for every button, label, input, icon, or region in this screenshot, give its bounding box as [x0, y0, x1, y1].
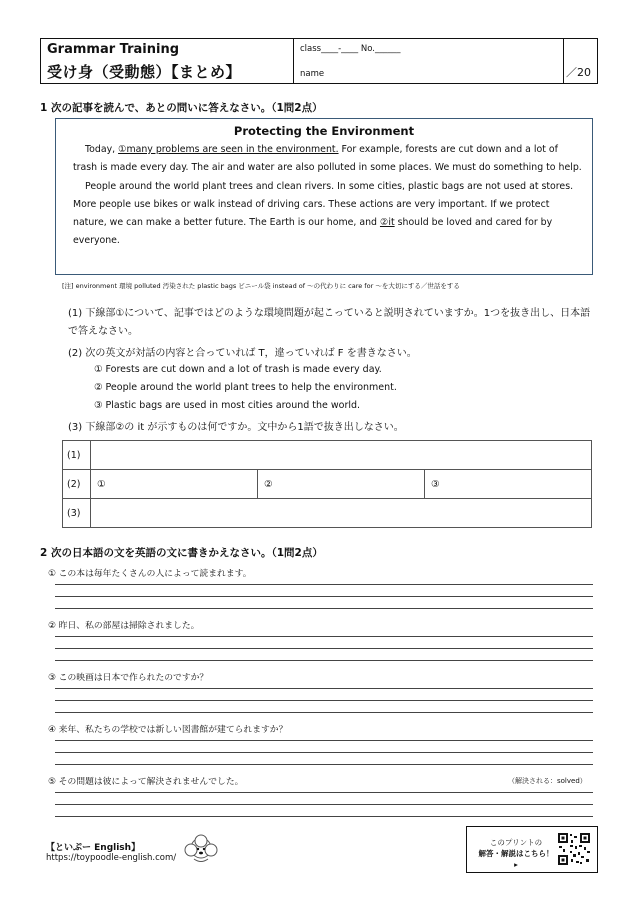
answer-link-text-1: このプリントの: [489, 838, 543, 847]
question-2-item-2: ② People around the world plant trees to help the environment.: [94, 382, 397, 393]
answer-mark-1: ①: [97, 478, 106, 490]
translation-item-3: ③ この映画は日本で作られたのですか？: [48, 673, 209, 683]
article-p1-end: For example, forests are cut down and a lot of trash is made every day. The air and water are also polluted in some places. We must do something to help.: [73, 144, 582, 174]
writing-line[interactable]: [55, 804, 593, 805]
answer-row-2: [63, 470, 592, 499]
answer-link-text-2: 解答・解説はこちら！▸: [478, 849, 554, 869]
name-label: name: [300, 69, 325, 79]
underline-2: ②it: [379, 217, 395, 229]
answer-field-2c[interactable]: [425, 470, 592, 499]
question-2-item-3: ③ Plastic bags are used in most cities around the world.: [94, 400, 361, 411]
writing-line[interactable]: [55, 792, 593, 793]
article-p2-end: should be loved and cared for by everyone.: [73, 217, 553, 247]
article-body: [73, 141, 582, 251]
title-english: Grammar Training: [47, 42, 180, 57]
answer-mark-2: ②: [264, 478, 273, 490]
answer-table: [62, 440, 592, 528]
question-2: (2) 次の英文が対話の内容と合っていれば T，違っていれば F を書きなさい。: [68, 348, 417, 359]
article-p1-start: Today,: [85, 144, 119, 155]
answer-field-3[interactable]: [91, 499, 592, 528]
answer-row-1: [63, 441, 592, 470]
class-number-label: class____-____ No.______: [300, 44, 401, 54]
answer-field-2b[interactable]: [258, 470, 425, 499]
title-cell: [41, 39, 294, 83]
worksheet-header: [40, 38, 598, 84]
answer-field-2a[interactable]: [91, 470, 258, 499]
footer-brand: 【といぷー English】: [46, 843, 141, 853]
vocabulary-note: [注] environment 環境 polluted 汚染された plastic bags ビニール袋 instead of ～の代わりに care for ～を大切にする／世話をする: [62, 282, 460, 290]
writing-line[interactable]: [55, 712, 593, 713]
student-info-cell: [294, 39, 564, 83]
section1-heading: 1 次の記事を読んで、あとの問いに答えなさい。（1問2点）: [40, 102, 323, 114]
writing-line[interactable]: [55, 596, 593, 597]
question-2-item-1: ① Forests are cut down and a lot of trash is made every day.: [94, 364, 382, 375]
writing-line[interactable]: [55, 584, 593, 585]
section2-heading: 2 次の日本語の文を英語の文に書きかえなさい。（1問2点）: [40, 547, 323, 559]
underline-1: ①many problems are seen in the environment.: [118, 144, 339, 155]
answer-label-1: (1): [63, 441, 91, 470]
article-p2-start: People around the world plant trees and clean rivers. In some cities, plastic bags are not used at stores. More people use bikes or walk instead of driving cars. These actions are very important. If we protect nature, we can make a better future. The Earth is our home, and: [73, 180, 574, 229]
score-cell: [564, 39, 597, 83]
translation-item-1: ① この本は毎年たくさんの人によって読まれます。: [48, 569, 252, 579]
poodle-mascot-icon: [182, 833, 220, 865]
writing-line[interactable]: [55, 752, 593, 753]
writing-line[interactable]: [55, 700, 593, 701]
translation-item-2: ② 昨日、私の部屋は掃除されました。: [48, 621, 200, 631]
writing-line[interactable]: [55, 636, 593, 637]
score-total: ／20: [566, 66, 591, 79]
question-1: (1) 下線部①について、記事ではどのような環境問題が起こっていると説明されていますか。1つを抜き出し、日本語で答えなさい。: [68, 308, 591, 337]
qr-code-icon[interactable]: [557, 832, 591, 866]
question-3: (3) 下線部②の it が示すものは何ですか。文中から1語で抜き出しなさい。: [68, 422, 404, 433]
answer-label-3: (3): [63, 499, 91, 528]
writing-line[interactable]: [55, 816, 593, 817]
answer-mark-3: ③: [431, 478, 440, 490]
answer-link-box[interactable]: [466, 826, 598, 873]
footer-url[interactable]: https://toypoodle-english.com/: [46, 853, 177, 863]
writing-line[interactable]: [55, 608, 593, 609]
answer-field-1[interactable]: [91, 441, 592, 470]
writing-line[interactable]: [55, 764, 593, 765]
answer-row-3: [63, 499, 592, 528]
writing-line[interactable]: [55, 740, 593, 741]
translation-item-5: ⑤ その問題は彼によって解決されませんでした。: [48, 777, 244, 787]
answer-label-2: (2): [63, 470, 91, 499]
writing-line[interactable]: [55, 648, 593, 649]
article-title: Protecting the Environment: [233, 124, 415, 138]
title-japanese: 受け身（受動態）【まとめ】: [47, 63, 242, 81]
translation-hint: （解決される：solved）: [508, 777, 587, 785]
translation-item-4: ④ 来年、私たちの学校では新しい図書館が建てられますか？: [48, 725, 288, 735]
article-box: [55, 118, 593, 275]
writing-line[interactable]: [55, 660, 593, 661]
writing-line[interactable]: [55, 688, 593, 689]
